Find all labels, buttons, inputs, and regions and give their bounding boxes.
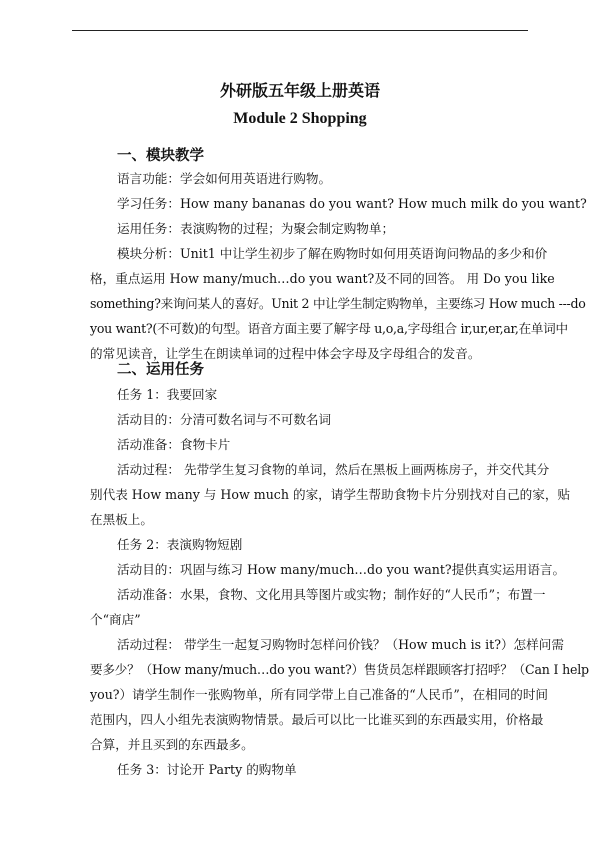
paragraph-line: 的常见读音，让学生在朗读单词的过程中体会字母及字母组合的发音。 (90, 346, 481, 361)
paragraph-line: 要多少？（How many/much…do you want?）售货员怎样跟顾客打招呼？（Can I help (90, 662, 589, 677)
paragraph-line: 活动准备：水果，食物、文化用具等图片或实物；制作好的“人民币”；布置一 (117, 587, 546, 602)
paragraph-line: you want?(不可数)的句型。语音方面主要了解字母 u,o,a,字母组合 ir,ur,er,ar,在单词中 (90, 321, 568, 336)
paragraph-line: 运用任务：表演购物的过程；为聚会制定购物单； (117, 221, 395, 236)
module-subtitle: Module 2 Shopping (233, 110, 367, 127)
paragraph-line: 个“商店” (90, 612, 141, 627)
paragraph-line: 别代表 How many 与 How much 的家，请学生帮助食物卡片分别找对自己的家，贴 (90, 487, 571, 502)
paragraph-line: 活动过程： 带学生一起复习购物时怎样问价钱？（How much is it?）怎样问需 (117, 637, 564, 652)
section-heading-application-tasks: 二、运用任务 (117, 361, 204, 378)
task-title: 任务 3：讨论开 Party 的购物单 (117, 762, 297, 777)
paragraph-line: 合算，并且买到的东西最多。 (90, 737, 254, 752)
paragraph-line: 模块分析：Unit1 中让学生初步了解在购物时如何用英语询问物品的多少和价 (117, 246, 548, 261)
task-title: 任务 2：表演购物短剧 (117, 537, 243, 552)
document-title: 外研版五年级上册英语 (219, 81, 380, 100)
paragraph-line: 活动目的：分清可数名词与不可数名词 (117, 412, 332, 427)
paragraph-line: something?来询问某人的喜好。Unit 2 中让学生制定购物单，主要练习 How much ---do (90, 296, 586, 311)
paragraph-line: 活动准备：食物卡片 (117, 437, 231, 452)
paragraph-line: 语言功能：学会如何用英语进行购物。 (117, 171, 332, 186)
paragraph-line: you?）请学生制作一张购物单，所有同学带上自己准备的“人民币”，在相同的时间 (90, 687, 549, 702)
paragraph-line: 格，重点运用 How many/much…do you want?及不同的回答。 用 Do you like (90, 271, 555, 286)
paragraph-line: 学习任务：How many bananas do you want? How much milk do you want? (117, 196, 587, 211)
paragraph-line: 活动过程： 先带学生复习食物的单词，然后在黑板上画两栋房子，并交代其分 (117, 462, 550, 477)
top-rule (72, 30, 528, 31)
paragraph-line: 范围内，四人小组先表演购物情景。最后可以比一比谁买到的东西最实用，价格最 (90, 712, 544, 727)
paragraph-line: 活动目的：巩固与练习 How many/much…do you want?提供真实运用语言。 (117, 562, 566, 577)
section-heading-module-teaching: 一、模块教学 (117, 147, 204, 164)
paragraph-line: 在黑板上。 (90, 512, 153, 527)
task-title: 任务 1：我要回家 (117, 387, 218, 402)
